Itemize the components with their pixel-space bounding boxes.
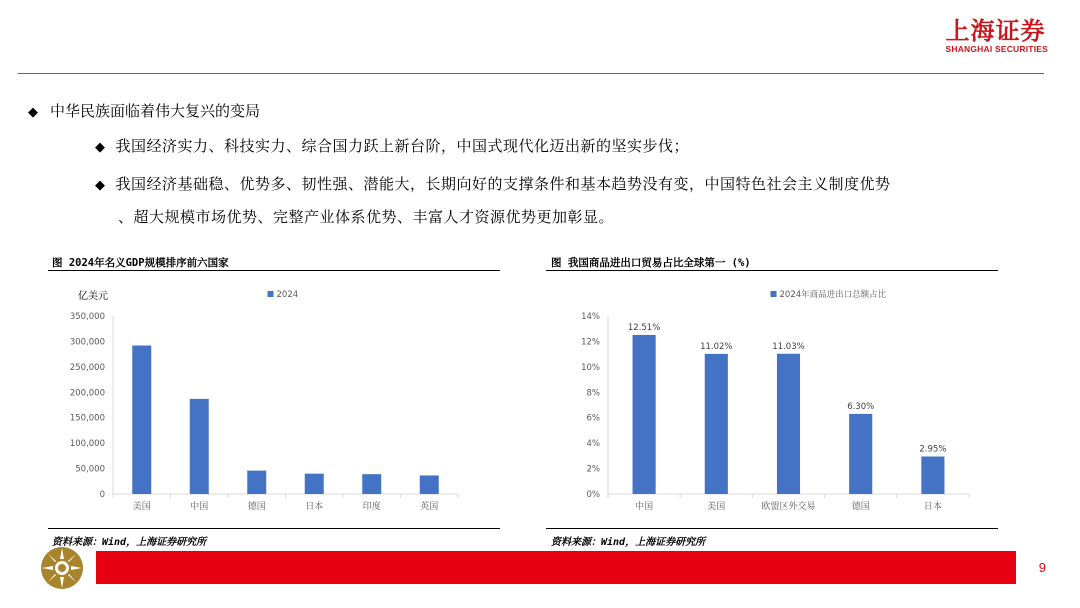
- footer-red-bar: [96, 551, 1016, 584]
- bar: [849, 414, 872, 494]
- data-label: 11.03%: [772, 341, 805, 352]
- y-tick-label: 0%: [586, 490, 600, 500]
- right-chart-bottom-rule: [546, 528, 998, 529]
- y-tick-label: 10%: [581, 362, 600, 373]
- y-tick-label: 350,000: [69, 312, 105, 322]
- y-tick-label: 150,000: [69, 413, 105, 424]
- brand-name-cn: 上海证券: [945, 17, 1046, 45]
- x-tick-label: 日本: [923, 502, 942, 512]
- x-tick-label: 中国: [190, 502, 209, 512]
- y-tick-label: 300,000: [69, 337, 105, 348]
- medallion-logo-icon: [40, 546, 84, 590]
- left-chart-source: 资料来源：Wind，上海证券研究所: [52, 537, 207, 548]
- y-tick-label: 4%: [586, 439, 600, 450]
- bar: [633, 335, 656, 494]
- x-tick-label: 德国: [247, 502, 266, 512]
- bar: [705, 354, 728, 494]
- trade-share-bar-chart: [546, 272, 998, 522]
- page-number: 9: [1038, 560, 1046, 575]
- sub-point-text: 我国经济实力、科技实力、综合国力跃上新台阶，中国式现代化迈出新的坚实步伐；: [115, 137, 690, 155]
- legend-swatch: [771, 291, 777, 297]
- y-tick-label: 8%: [586, 388, 600, 399]
- data-label: 6.30%: [847, 401, 875, 412]
- diamond-bullet-icon: ◆: [28, 105, 38, 120]
- x-tick-label: 中国: [635, 502, 654, 512]
- bar: [777, 354, 800, 494]
- data-label: 11.02%: [700, 341, 733, 352]
- bar: [247, 471, 266, 494]
- data-label: 12.51%: [627, 322, 661, 333]
- x-tick-label: 德国: [851, 502, 870, 512]
- right-chart-title: 图 我国商品进出口贸易占比全球第一 (%): [551, 257, 751, 269]
- gdp-bar-chart: [48, 272, 500, 522]
- sub-point-2-continuation: [118, 206, 614, 227]
- left-chart-top-rule: [48, 270, 500, 271]
- legend-label: 2024: [276, 290, 299, 300]
- main-heading-text: 中华民族面临着伟大复兴的变局: [50, 102, 261, 120]
- x-tick-label: 印度: [362, 502, 381, 512]
- brand-logo: [945, 18, 1048, 54]
- sub-point-continuation-text: 、超大规模市场优势、完整产业体系优势、丰富人才资源优势更加彰显。: [118, 208, 615, 226]
- sub-point-text: 我国经济基础稳、优势多、韧性强、潜能大，长期向好的支撑条件和基本趋势没有变，中国特色社会主义制度优势: [115, 175, 891, 193]
- sub-point-2: [95, 173, 891, 194]
- y-tick-label: 2%: [586, 464, 600, 475]
- left-chart-title: 图 2024年名义GDP规模排序前六国家: [52, 257, 229, 269]
- right-chart-top-rule: [546, 270, 998, 271]
- bar: [132, 345, 151, 494]
- bar: [305, 474, 324, 494]
- diamond-bullet-icon: ◆: [95, 178, 106, 193]
- legend-swatch: [268, 291, 274, 297]
- y-tick-label: 100,000: [69, 439, 105, 450]
- legend-label: 2024年商品进出口总额占比: [779, 290, 887, 300]
- x-tick-label: 欧盟区外交易: [761, 502, 816, 512]
- y-tick-label: 50,000: [75, 464, 105, 475]
- bar: [921, 456, 944, 494]
- left-chart-bottom-rule: [48, 528, 500, 529]
- bar: [190, 399, 209, 494]
- diamond-bullet-icon: ◆: [95, 140, 106, 155]
- x-tick-label: 美国: [132, 502, 151, 512]
- bar: [362, 474, 381, 494]
- x-tick-label: 日本: [305, 502, 324, 512]
- y-tick-label: 6%: [586, 413, 600, 424]
- right-chart-source: 资料来源：Wind，上海证券研究所: [551, 537, 706, 548]
- y-unit-label: 亿美元: [78, 291, 108, 302]
- y-tick-label: 12%: [581, 337, 600, 348]
- y-tick-label: 250,000: [69, 362, 105, 373]
- x-tick-label: 美国: [707, 502, 726, 512]
- y-tick-label: 14%: [581, 312, 600, 322]
- data-label: 2.95%: [919, 444, 947, 455]
- y-tick-label: 200,000: [69, 388, 105, 399]
- main-heading: [28, 100, 260, 121]
- sub-point-1: [95, 135, 689, 156]
- brand-name-en: SHANGHAI SECURITIES: [945, 44, 1048, 54]
- x-tick-label: 英国: [420, 502, 439, 512]
- y-tick-label: 0: [99, 490, 105, 500]
- bar: [420, 475, 439, 494]
- header-divider: [18, 73, 1044, 74]
